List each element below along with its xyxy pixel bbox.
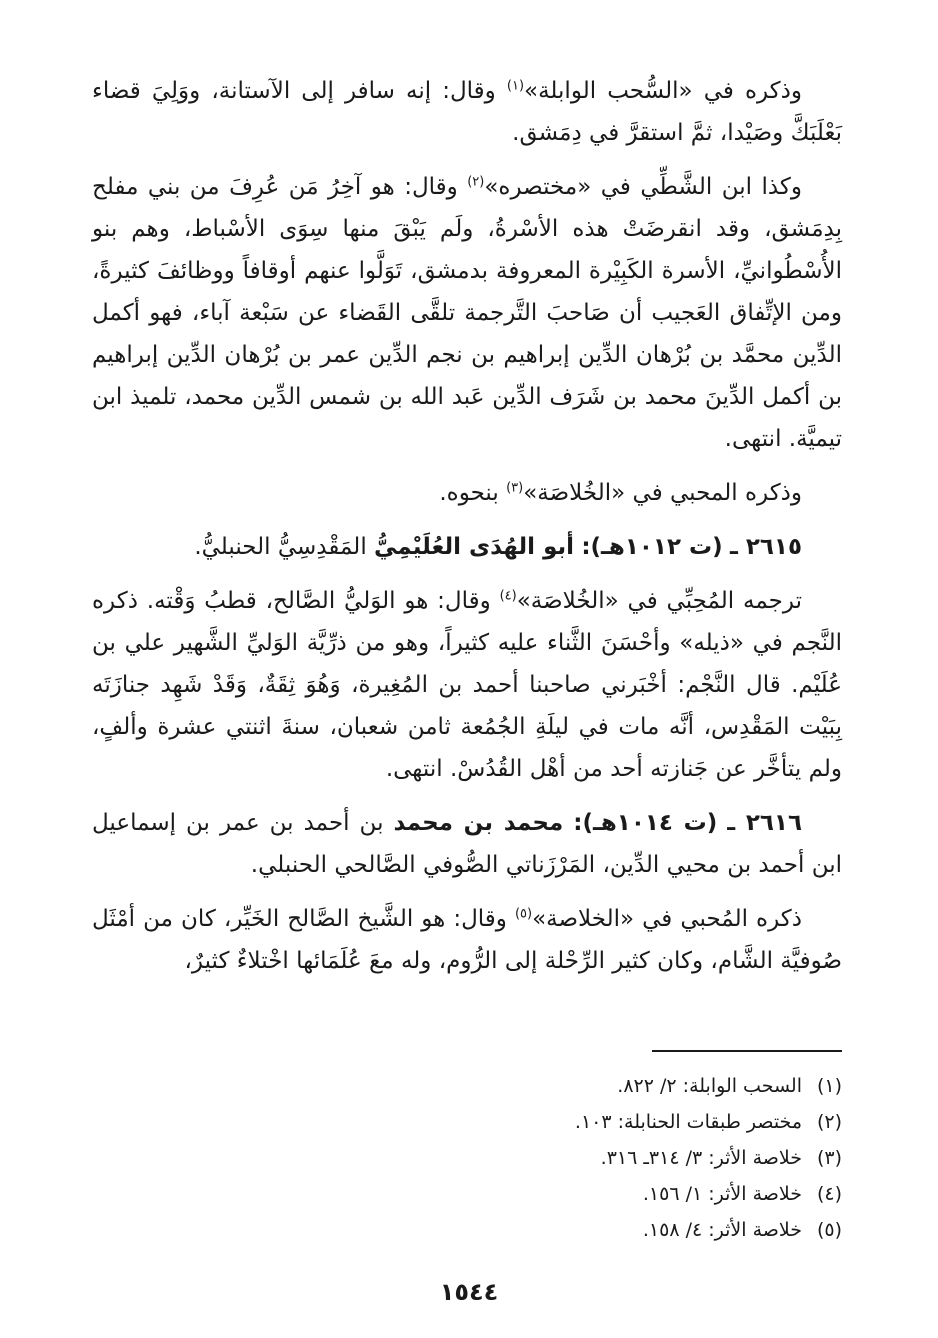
footnote-item bbox=[242, 1176, 842, 1212]
paragraph-text: ترجمه المُحِبِّي في «الخُلاصَة» bbox=[516, 588, 802, 614]
page-number: ١٥٤٤ bbox=[439, 1278, 499, 1306]
entry-heading-2615 bbox=[92, 526, 842, 568]
paragraph-text: بنحوه. bbox=[439, 480, 507, 506]
paragraph-bio-2616 bbox=[92, 898, 842, 982]
footnote-item bbox=[242, 1068, 842, 1104]
entry-name: أبو الهُدَى العُلَيْمِيُّ bbox=[374, 534, 575, 560]
page-body bbox=[92, 70, 842, 994]
footnote-number: (٢) bbox=[816, 1111, 842, 1133]
paragraph-bio-2615 bbox=[92, 580, 842, 790]
paragraph-text: وقال: هو الشَّيخ الصَّالح الخَيِّر، كان من أمْثَل صُوفيَّة الشَّام، وكان كثير الرِّحْلة إلى الرُّوم، وله معَ عُلَمَائها اخْتلاءٌ كثيرٌ، bbox=[92, 906, 842, 974]
paragraph-muhibbi bbox=[92, 472, 842, 514]
footnote-number: (٤) bbox=[816, 1183, 842, 1205]
paragraph-text: وذكره المحبي في «الخُلاصَة» bbox=[523, 480, 802, 506]
entry-number: ٢٦١٥ ـ bbox=[729, 534, 802, 560]
footnote-ref-1[interactable]: (١) bbox=[506, 78, 525, 94]
footnote-text: خلاصة الأثر: ٤/ ١٥٨. bbox=[642, 1219, 802, 1241]
footnote-number: (٥) bbox=[816, 1219, 842, 1241]
paragraph-text: وقال: هو آخِرُ مَن عُرِفَ من بني مفلح بِدِمَشق، وقد انقرضَتْ هذه الأسْرةُ، ولَم يَبْقَ منها سِوَى الأسْباط، وهم بنو الأُسْطُوانيِّ، الأسرة الكَبِيْرة المعروفة بدمشق، تَوَلَّوا عنهم أوقافاً ووظائفَ كثيرةً، ومن الإتِّفاق العَجيب أن صَاحبَ التَّرجمة تلقَّى القَضاء عن سَبْعة آباء، فهو أكمل الدِّين محمَّد بن بُرْهان الدِّين إبراهيم بن نجم الدِّين عمر بن بُرْهان الدِّين إبراهيم بن أكمل الدِّينَ محمد بن شَرَف الدِّين عَبد الله بن شمس الدِّين محمد، تلميذ ابن تيميَّة. انتهى. bbox=[92, 174, 842, 452]
footnote-text: مختصر طبقات الحنابلة: ١٠٣. bbox=[574, 1111, 802, 1133]
footnote-item bbox=[242, 1140, 842, 1176]
entry-number: ٢٦١٦ ـ bbox=[727, 810, 802, 836]
footnote-item bbox=[242, 1212, 842, 1248]
footnote-ref-3[interactable]: (٣) bbox=[506, 480, 524, 496]
footnote-ref-4[interactable]: (٤) bbox=[499, 588, 517, 604]
entry-name-rest: المَقْدِسِيُّ الحنبليُّ. bbox=[194, 534, 375, 560]
footnote-text: خلاصة الأثر: ١/ ١٥٦. bbox=[642, 1183, 802, 1205]
footnote-text: خلاصة الأثر: ٣/ ٣١٤ـ ٣١٦. bbox=[600, 1147, 802, 1169]
paragraph-text: وذكره في «السُّحب الوابلة» bbox=[524, 78, 802, 104]
footnote-text: السحب الوابلة: ٢/ ٨٢٢. bbox=[617, 1075, 802, 1097]
footnote-number: (١) bbox=[816, 1075, 842, 1097]
entry-death-year: (ت ١٠١٢هـ): bbox=[581, 534, 723, 560]
footnote-ref-5[interactable]: (٥) bbox=[514, 906, 533, 922]
footnote-divider bbox=[652, 1050, 842, 1052]
footnote-item bbox=[242, 1104, 842, 1140]
footnotes bbox=[242, 1068, 842, 1248]
entry-heading-2616 bbox=[92, 802, 842, 886]
entry-name: محمد بن محمد bbox=[393, 810, 564, 836]
footnote-number: (٣) bbox=[816, 1147, 842, 1169]
entry-name-rest: بن أحمد بن عمر بن إسماعيل ابن أحمد بن محيي الدِّين، المَرْزَناتي الصُّوفي الصَّالحي الحنبلي. bbox=[92, 810, 842, 878]
paragraph-text: وقال: هو الوَليُّ الصَّالح، قطبُ وَقْته. ذكره النَّجم في «ذيله» وأحْسَنَ الثَّناء عليه كثيراً، وهو من ذرِّيَّة الوَليِّ الشَّهير علي بن عُلَيْم. قال النَّجْم: أخْبَرني صاحبنا أحمد بن المُغِيرة، وَهُوَ ثِقَةٌ، وَقَدْ شَهِد جنازَتَه بِبَيْت المَقْدِس، أنَّه مات في ليلَةِ الجُمُعة ثامن شعبان، سنةَ اثنتي عشرة وألفٍ، ولم يتأخَّر عن جَنازته أحد من أهْل القُدُسْ. انتهى. bbox=[92, 588, 842, 782]
paragraph-text: وقال: إنه سافر إلى الآستانة، ووَلِيَ قضاء بَعْلَبَكَّ وصَيْدا، ثمَّ استقرَّ في دِمَشق. bbox=[92, 78, 842, 146]
paragraph-sohob bbox=[92, 70, 842, 154]
paragraph-text: وكذا ابن الشَّطِّي في «مختصره» bbox=[484, 174, 802, 200]
paragraph-text: ذكره المُحبي في «الخلاصة» bbox=[532, 906, 802, 932]
paragraph-shatti bbox=[92, 166, 842, 460]
footnote-ref-2[interactable]: (٢) bbox=[467, 174, 485, 190]
entry-death-year: (ت ١٠١٤هـ): bbox=[573, 810, 718, 836]
